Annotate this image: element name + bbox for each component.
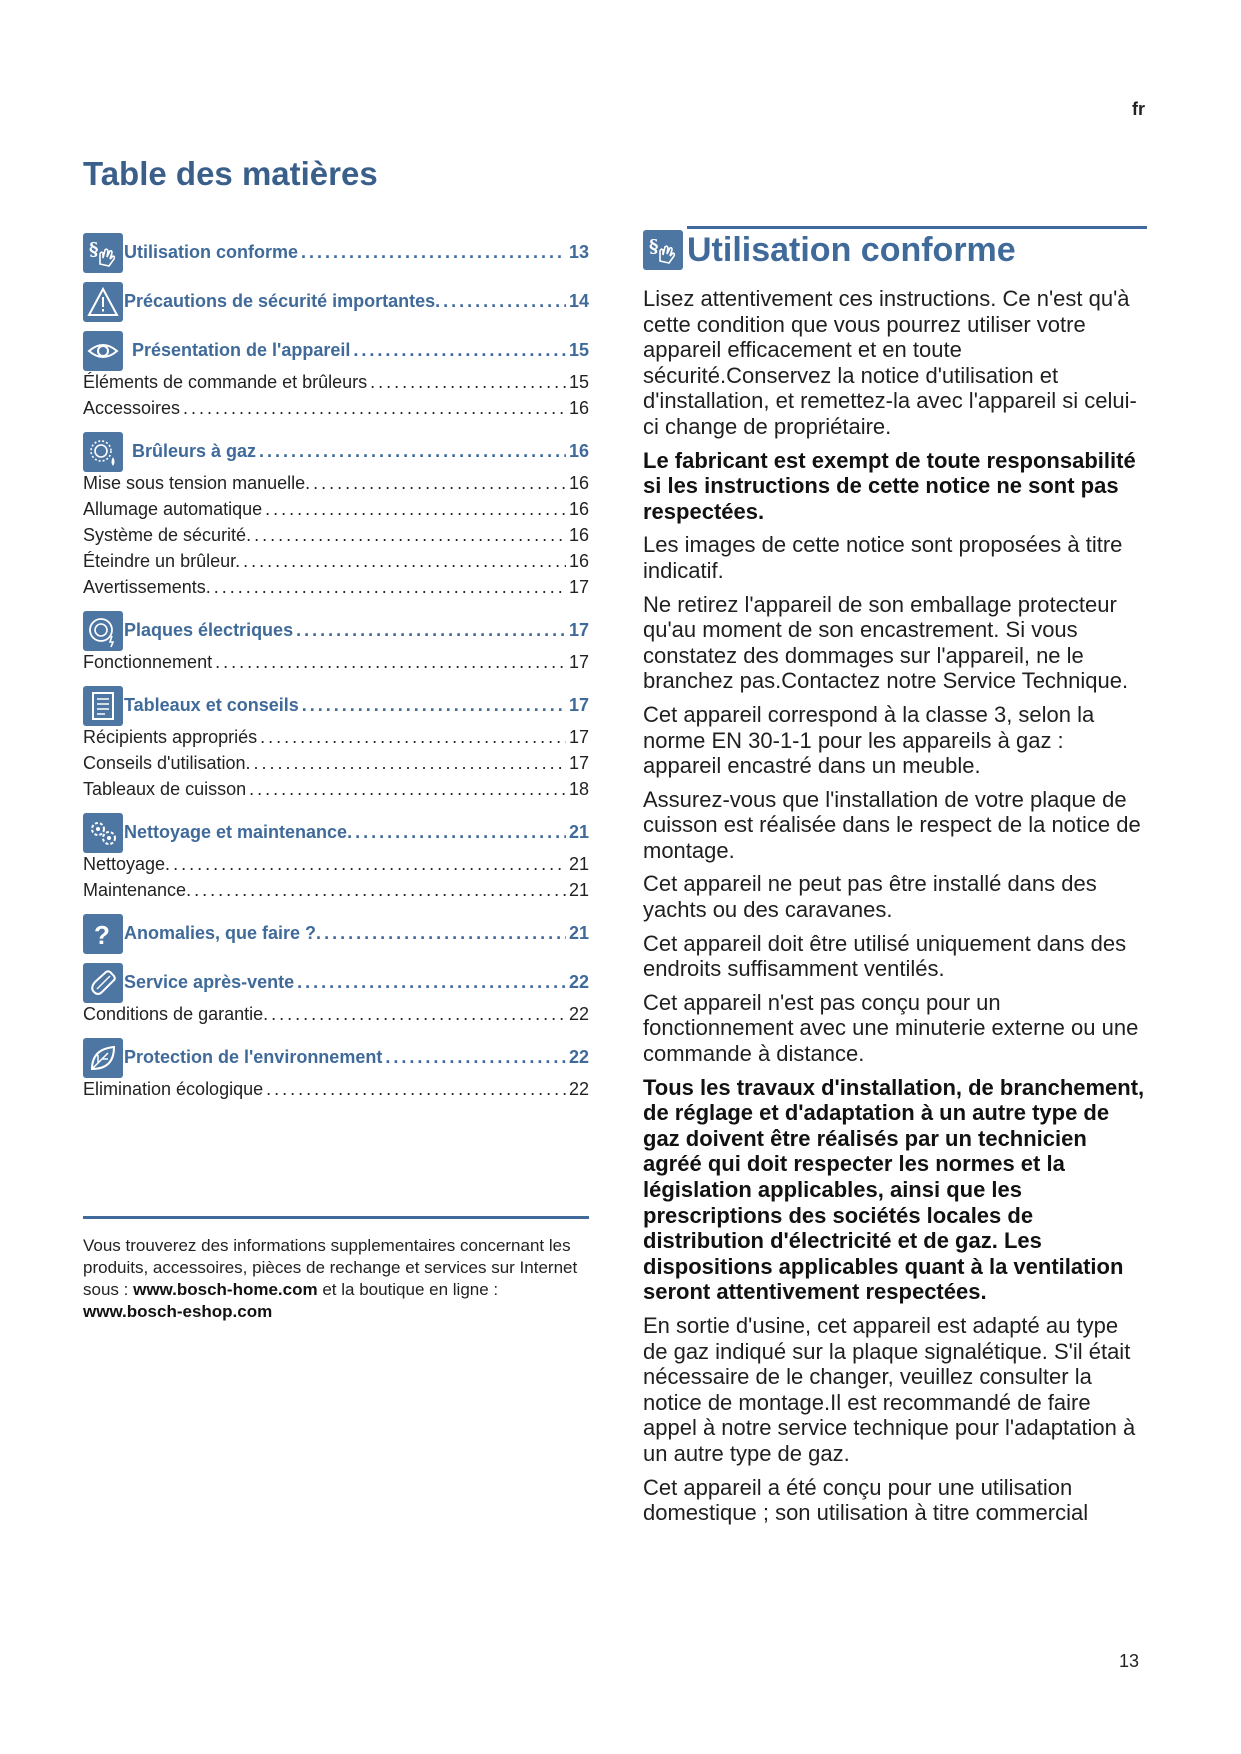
footnote-divider xyxy=(83,1216,589,1219)
toc-subentry-label: Éteindre un brûleur. xyxy=(83,551,241,571)
leader-dots xyxy=(194,880,566,901)
leader-dots xyxy=(214,577,566,598)
hand-law-icon xyxy=(83,233,123,273)
toc-subentry-label: Récipients appropriés xyxy=(83,727,258,747)
toc-entry-bruleurs-a-gaz[interactable] xyxy=(83,430,589,473)
leaf-icon xyxy=(83,1038,123,1078)
toc-subentry-label: Maintenance. xyxy=(83,880,192,900)
toc-subentry-page: 22 xyxy=(568,1079,589,1099)
toc-subentry-recipients-appropries[interactable] xyxy=(83,727,589,753)
toc-subentry-label: Fonctionnement xyxy=(83,652,213,672)
svg-text:§: § xyxy=(89,238,99,260)
leader-dots xyxy=(259,441,566,462)
cleaning-gears-icon xyxy=(83,813,123,853)
toc-entry-label: Anomalies, que faire ?. xyxy=(124,923,322,943)
toc-entry-page: 17 xyxy=(568,695,589,715)
toc-group xyxy=(83,961,589,1030)
section-title: Utilisation conforme xyxy=(687,230,1016,269)
toc-entry-label: Brûleurs à gaz xyxy=(132,441,257,461)
paragraph: Ne retirez l'appareil de son emballage protecteur qu'au moment de son encastrement. Si vous constatez des dommages sur l'appareil, ne le branchez pas.Contactez notre Service Technique. xyxy=(643,591,1129,694)
toc-subentry-page: 15 xyxy=(568,372,589,392)
leader-dots xyxy=(260,727,566,748)
toc-entry-label: Précautions de sécurité importantes. xyxy=(124,291,441,311)
toc-entry-page: 15 xyxy=(568,340,589,360)
toc-entry-label: Protection de l'environnement xyxy=(124,1047,383,1067)
question-icon xyxy=(83,914,123,954)
toc-group xyxy=(83,684,589,805)
toc-subentry-label: Conseils d'utilisation. xyxy=(83,753,251,773)
toc-entry-page: 21 xyxy=(568,822,589,842)
toc-entry-page: 21 xyxy=(568,923,589,943)
leader-dots xyxy=(385,1047,566,1068)
section-utilisation-conforme xyxy=(643,226,1147,1534)
toc-group xyxy=(83,430,589,603)
toc-subentry-page: 16 xyxy=(568,398,589,418)
toc-group xyxy=(83,329,589,424)
toc-group xyxy=(83,912,589,955)
paragraph: Cet appareil n'est pas conçu pour un fonctionnement avec une minuterie externe ou une commande à distance. xyxy=(643,989,1139,1067)
toc-subentry-page: 17 xyxy=(568,652,589,672)
leader-dots xyxy=(443,291,566,312)
leader-dots xyxy=(296,620,566,641)
toc-subentry-page: 17 xyxy=(568,727,589,747)
hand-law-icon xyxy=(643,230,683,270)
toc-subentry-label: Accessoires xyxy=(83,398,181,418)
paragraph: Assurez-vous que l'installation de votre plaque de cuisson est réalisée dans le respect de la notice de montage. xyxy=(643,786,1141,863)
electric-plate-icon xyxy=(83,611,123,651)
toc-subentry-allumage-automatique[interactable] xyxy=(83,499,589,525)
toc-entry-precautions-de-securite-importantes[interactable] xyxy=(83,280,589,323)
bosch-home-link[interactable]: www.bosch-home.com xyxy=(133,1280,318,1299)
toc-entry-page: 13 xyxy=(568,242,589,262)
toc-subentry-page: 18 xyxy=(568,779,589,799)
toc-subentry-label: Allumage automatique xyxy=(83,499,263,519)
toc-subentry-conditions-de-garantie[interactable] xyxy=(83,1004,589,1030)
paragraph: En sortie d'usine, cet appareil est adapté au type de gaz indiqué sur la plaque signalétique. S'il était nécessaire de le changer, veuillez consulter la notice de montage.Il est recommandé de faire appel à notre service technique pour l'adaptation à un autre type de gaz. xyxy=(643,1312,1136,1466)
toc-entry-label: Service après-vente xyxy=(124,972,295,992)
toc-subentry-tableaux-de-cuisson[interactable] xyxy=(83,779,589,805)
leader-dots xyxy=(173,854,566,875)
leader-dots xyxy=(183,398,566,419)
toc-subentry-systeme-de-securite[interactable] xyxy=(83,525,589,551)
warning-paragraph: Le fabricant est exempt de toute responsabilité si les instructions de cette notice ne sont pas respectées. xyxy=(643,447,1136,524)
toc-subentry-label: Tableaux de cuisson xyxy=(83,779,247,799)
gas-burner-icon xyxy=(83,432,123,472)
leader-dots xyxy=(297,972,566,993)
toc-subentry-label: Avertissements. xyxy=(83,577,211,597)
toc-subentry-eteindre-un-bruleur[interactable] xyxy=(83,551,589,577)
toc-subentry-page: 21 xyxy=(568,880,589,900)
toc-subentry-page: 22 xyxy=(568,1004,589,1024)
language-code: fr xyxy=(1132,99,1145,119)
paragraph: Cet appareil correspond à la classe 3, selon la norme EN 30-1-1 pour les appareils à gaz : appareil encastré dans un meuble. xyxy=(643,701,1095,779)
paragraph: Lisez attentivement ces instructions. Ce n'est qu'à cette condition que vous pourrez utiliser votre appareil efficacement et en toute sécurité.Conservez la notice d'utilisation et d'installation, et remettez-la avec l'appareil si celui-ci change de propriétaire. xyxy=(643,286,1137,439)
toc-entry-utilisation-conforme[interactable] xyxy=(83,231,589,274)
toc-entry-label: Nettoyage et maintenance. xyxy=(124,822,353,842)
toc-subentry-mise-sous-tension-manuelle[interactable] xyxy=(83,473,589,499)
toc-subentry-label: Nettoyage. xyxy=(83,854,171,874)
toc-group xyxy=(83,811,589,906)
section-rule xyxy=(687,226,1147,229)
toc-entry-page: 22 xyxy=(568,1047,589,1067)
eye-icon xyxy=(83,331,123,371)
toc-subentry-label: Mise sous tension manuelle. xyxy=(83,473,311,493)
toc-entry-protection-de-l-environnement[interactable] xyxy=(83,1036,589,1079)
leader-dots xyxy=(370,372,566,393)
paragraph: Cet appareil a été conçu pour une utilisation domestique ; son utilisation à titre commercial xyxy=(643,1474,1089,1526)
toc-subentry-elements-de-commande-et-bruleurs[interactable] xyxy=(83,372,589,398)
toc-group xyxy=(83,280,589,323)
leader-dots xyxy=(249,779,566,800)
toc-entry-anomalies-que-faire[interactable] xyxy=(83,912,589,955)
toc-subentry-nettoyage[interactable] xyxy=(83,854,589,880)
svg-text:§: § xyxy=(649,236,659,257)
leader-dots xyxy=(266,1079,566,1100)
leader-dots xyxy=(313,473,566,494)
toc-subentry-page: 17 xyxy=(568,753,589,773)
leader-dots xyxy=(324,923,566,944)
footnote xyxy=(83,1235,589,1323)
document-icon xyxy=(83,686,123,726)
leader-dots xyxy=(355,822,566,843)
section-body xyxy=(643,286,1147,1526)
toc-subentry-fonctionnement[interactable] xyxy=(83,652,589,678)
toc-subentry-label: Éléments de commande et brûleurs xyxy=(83,372,368,392)
toc-subentry-avertissements[interactable] xyxy=(83,577,589,603)
toc-subentry-label: Conditions de garantie. xyxy=(83,1004,269,1024)
svg-text:?: ? xyxy=(94,919,110,950)
warning-icon xyxy=(83,282,123,322)
leader-dots xyxy=(301,242,566,263)
toc-entry-tableaux-et-conseils[interactable] xyxy=(83,684,589,727)
footnote-text-2: et la boutique en ligne : xyxy=(317,1280,499,1299)
toc-entry-plaques-electriques[interactable] xyxy=(83,609,589,652)
toc-entry-page: 16 xyxy=(568,441,589,461)
section-header xyxy=(643,230,1147,270)
toc-subentry-label: Elimination écologique xyxy=(83,1079,264,1099)
toc-subentry-maintenance[interactable] xyxy=(83,880,589,906)
toc-entry-page: 22 xyxy=(568,972,589,992)
leader-dots xyxy=(254,525,566,546)
toc-entry-label: Tableaux et conseils xyxy=(124,695,299,715)
leader-dots xyxy=(353,340,566,361)
toc-subentry-page: 16 xyxy=(568,499,589,519)
leader-dots xyxy=(271,1004,566,1025)
toc-subentry-page: 16 xyxy=(568,525,589,545)
toc-title: Table des matières xyxy=(83,155,378,192)
leader-dots xyxy=(265,499,566,520)
leader-dots xyxy=(215,652,566,673)
toc-subentry-page: 16 xyxy=(568,551,589,571)
toc-entry-presentation-de-l-appareil[interactable] xyxy=(83,329,589,372)
phone-icon xyxy=(83,963,123,1003)
toc-entry-label: Plaques électriques xyxy=(124,620,294,640)
page-number: 13 xyxy=(1119,1651,1140,1671)
paragraph: Cet appareil ne peut pas être installé dans des yachts ou des caravanes. xyxy=(643,871,1097,923)
paragraph: Cet appareil doit être utilisé uniquement dans des endroits suffisamment ventilés. xyxy=(643,930,1127,982)
toc-subentry-accessoires[interactable] xyxy=(83,398,589,424)
toc-entry-label: Présentation de l'appareil xyxy=(132,340,351,360)
toc-entry-label: Utilisation conforme xyxy=(124,242,299,262)
leader-dots xyxy=(302,695,566,716)
leader-dots xyxy=(243,551,566,572)
toc-entry-nettoyage-et-maintenance[interactable] xyxy=(83,811,589,854)
toc-subentry-page: 17 xyxy=(568,577,589,597)
toc-entry-service-apres-vente[interactable] xyxy=(83,961,589,1004)
toc-subentry-label: Système de sécurité. xyxy=(83,525,252,545)
table-of-contents xyxy=(83,231,589,1111)
toc-subentry-page: 16 xyxy=(568,473,589,493)
toc-subentry-page: 21 xyxy=(568,854,589,874)
toc-subentry-conseils-d-utilisation[interactable] xyxy=(83,753,589,779)
bosch-eshop-link[interactable]: www.bosch-eshop.com xyxy=(83,1302,273,1321)
toc-group xyxy=(83,609,589,678)
toc-entry-page: 14 xyxy=(568,291,589,311)
toc-subentry-elimination-ecologique[interactable] xyxy=(83,1079,589,1105)
toc-group xyxy=(83,231,589,274)
warning-paragraph: Tous les travaux d'installation, de branchement, de réglage et d'adaptation à un autre type de gaz doivent être réalisés par un technicien agréé qui doit respecter les normes et la législation applicables, ainsi que les prescriptions des sociétés locales de distribution d'électricité et de gaz. Les dispositions applicables quant à la ventilation seront attentivement respectées. xyxy=(643,1074,1145,1305)
toc-entry-page: 17 xyxy=(568,620,589,640)
toc-group xyxy=(83,1036,589,1105)
leader-dots xyxy=(254,753,566,774)
paragraph: Les images de cette notice sont proposées à titre indicatif. xyxy=(643,532,1123,583)
footnote-text-1: Vous trouverez des informations supplementaires concernant les produits, accessoires, pièces de rechange et services sur Internet sous : xyxy=(83,1236,578,1299)
